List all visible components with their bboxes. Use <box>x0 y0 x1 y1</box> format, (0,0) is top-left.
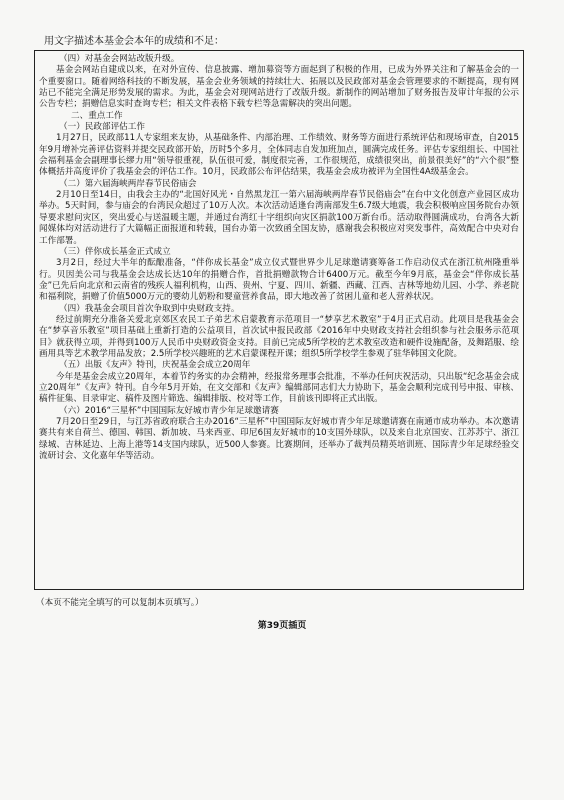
section-heading: （三）伴你成长基金正式成立 <box>59 246 171 257</box>
section-heading: 二、重点工作 <box>71 110 123 121</box>
form-question-label: 用文字描述本基金会本年的成绩和不足： <box>44 36 224 47</box>
section-heading: （五）出版《友声》特刊，庆祝基金会成立20周年 <box>59 360 251 371</box>
section-heading: （二）第六届海峡两岸春节民俗庙会 <box>59 178 197 189</box>
body-paragraph: 1月27日，民政部11人专家组来友协，从基础条件、内部治理、工作绩效、财务等方面进行系统评估和现场审查，自2015年9月增补完善评估资料并提交民政部开始，历时5个多月，全体同志自发加班加点，圆满完成任务。评估专家组组长、中国社会福利基金会副理事长缪力用“领导很重视，队伍很可爱，制度很完善，工作很规范，成绩很突出，前景很美好”的“六个很”整体概括并高度评价了我基金会的评估工作。10月，民政部公布评估结果，我基金会成功被评为全国性4A级基金会。 <box>39 133 519 178</box>
body-paragraph: 7月20日至29日，与江苏省政府联合主办2016“三星杯”中国国际友好城市青少年足球邀请赛在南通市成功举办。本次邀请赛共有来自荷兰、德国、韩国、新加坡、马来西亚、印尼6国友好城市的10支国外球队，以及来自北京国安、江苏苏宁、浙江绿城、吉林延边、上海上港等14支国内球队，近500人参赛。比赛期间，还举办了裁判员精英培训班、国际青少年足球经验交流研讨会、文化嘉年华等活动。 <box>39 417 519 462</box>
body-paragraph: 2月10日至14日，由我会主办的“北国好风光・自然黑龙江一第六届海峡两岸春节民俗庙会”在台中文化创意产业园区成功举办。5天时间，参与庙会的台湾民众超过了10万人次。本次活动适逢台湾南部发生6.7级大地震，我会积极响应国务院台办领导要求慰问灾区，突出爱心与送温暖主题，并通过台湾红十字组织向灾区捐款100万新台币。活动取得圆满成功，台湾各大新闻媒体均对活动进行了大篇幅正面报道和转载，国台办第一次致函全国友协，感谢我会积极应对突发事件，高效配合中央对台工作部署。 <box>39 190 519 246</box>
body-paragraph: 基金会网站自建成以来，在对外宣传、信息披露、增加募资等方面起到了积极的作用，已成为外界关注和了解基金会的一个重要窗口。随着网络科技的不断发展，基金会业务领域的持续壮大、拓展以及民政部对基金会管理要求的不断提高，现有网站已不能完全满足形势发展的需求。为此，基金会对现网站进行了改版升级。新制作的网站增加了财务报告及审计年报的公示公告专栏；捐赠信息实时查询专栏；相关文件表格下载专栏等急需解决的突出问题。 <box>39 65 519 110</box>
body-paragraph: 经过前期充分准备关爱北京郊区农民工子弟艺术启蒙教育示范项目一“梦享艺术教室”于4月正式启动。此项目是我基金会在“梦享音乐教室”项目基础上重新打造的公益项目，首次试申报民政部《2016年中央财政支持社会组织参与社会服务示范项目》就获得立项，并得到100万人民币中央财政资金支持。目前已完成5所学校的艺术教室改造和硬件设施配备，及舞蹈服、绘画用具等艺术教学用品发放；2.5所学校兴趣班的艺术启蒙课程开课；组织5所学校学生参观了驻华韩国文化院。 <box>39 314 519 359</box>
body-paragraph: 今年是基金会成立20周年，本着节约务实的办会精神，经报常务理事会批准，不举办任何庆祝活动，只出版“纪念基金会成立20周年”《友声》特刊。自今年5月开始，在文交部和《友声》编辑部同志们大力协助下，基金会顺利完成刊号申报、审核、稿件征集、目录审定、稿件及图片筛选、编辑排版、校对等工作，目前该刊即将正式出版。 <box>39 371 519 405</box>
footer-note: （本页不能完全填写的可以复制本页填写。） <box>36 598 204 608</box>
section-heading: （六）2016“三星杯”中国国际友好城市青少年足球邀请赛 <box>59 405 279 416</box>
section-heading: （一）民政部评估工作 <box>59 122 145 133</box>
body-paragraph: 3月2日，经过大半年的酝酿准备，“伴你成长基金”成立仪式暨世界少儿足球邀请赛筹备工作启动仪式在浙江杭州隆重举行。贝因美公司与我基金会达成长达10年的捐赠合作，首批捐赠款物合计6400万元。截至今年9月底，基金会“伴你成长基金”已先后向北京和云南省的残疾人福利机构，山西、贵州、宁夏、四川、新疆、西藏、江西、吉林等地幼儿园、小学、养老院和福利院，捐赠了价值5000万元的婴幼儿奶粉和婴童营养食品，即大地改善了贫困儿童和老人营养状况。 <box>39 258 519 303</box>
answer-box <box>34 50 524 590</box>
section-heading: （四）我基金会项目首次争取到中央财政支持。 <box>59 303 240 314</box>
page-label: 第39页插页 <box>257 621 307 631</box>
section-heading: （四）对基金会网站改版升级。 <box>59 54 180 64</box>
